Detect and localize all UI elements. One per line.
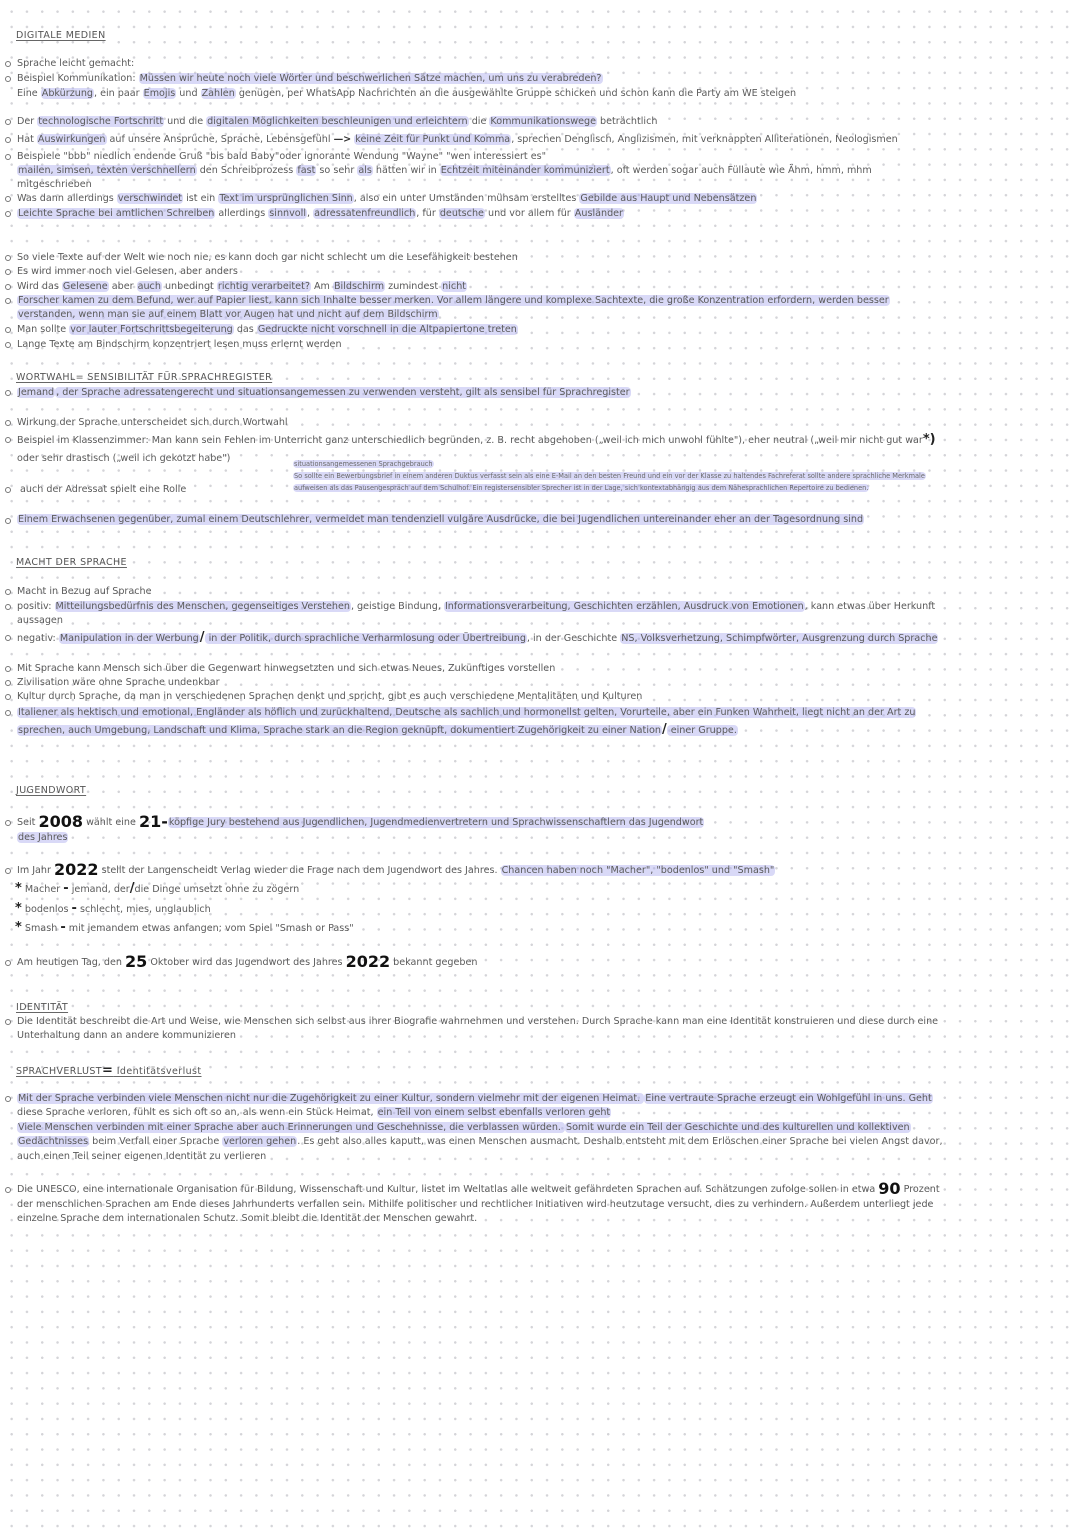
text-line (17, 386, 631, 400)
highlight: nicht (442, 281, 467, 292)
highlight: Abkürzung (41, 88, 93, 99)
text-line: diese Sprache verloren, fühlt es sich oft so an, als wenn ein Stück Heimat, ein Teil von einem selbst ebenfalls verloren geht (17, 1107, 611, 1118)
highlight: vor lauter Fortschrittsbegeiterung (70, 324, 233, 335)
bullet (5, 604, 11, 610)
bullet (5, 284, 11, 290)
highlight: des Jahres (18, 832, 68, 843)
bullet (5, 269, 11, 275)
text-line: Wird das Gelesene aber auch unbedingt richtig verarbeitet? Am Bildschirm zumindest nicht (17, 281, 467, 292)
bullet (5, 342, 11, 348)
highlight: Informationsverarbeitung, Geschichten erzählen, Ausdruck von Emotionen (444, 601, 804, 612)
highlight: adressatenfreundlich (314, 208, 416, 219)
highlight: Eine vertraute Sprache erzeugt ein Wohlgefühl in uns. Geht (645, 1093, 932, 1104)
bullet (5, 298, 11, 304)
text-line: positiv: Mitteilungsbedürfnis des Menschen, gegenseitiges Verstehen, geistige Bindung, Informationsverarbeitung, Geschichten erzählen, Ausdruck von Emotionen, kann etwas über Herkunft (17, 601, 936, 612)
heading-digitale-medien: DIGITALE MEDIEN (16, 30, 106, 41)
text-line: einzelne Sprache dem internationalen Schutz. Somit bleibt die Identität der Menschen gewahrt. (17, 1213, 478, 1224)
highlight: Mit der Sprache verbinden viele Menschen nicht nur die Zugehörigkeit zu einer Kultur, sondern vielmehr mit der eigenen Heimat. (18, 1093, 644, 1104)
highlight: als (358, 165, 372, 176)
highlight: digitalen Möglichkeiten beschleunigen und erleichtern (207, 116, 468, 127)
highlight: verstanden, wenn man sie auf einem Blatt vor Augen hat und nicht auf dem Bildschirm (18, 309, 438, 320)
highlight: sinnvoll (269, 208, 306, 219)
highlight: Gebilde aus Haupt und Nebensätzen (580, 193, 757, 204)
text-line (17, 1121, 911, 1135)
bullet (5, 710, 11, 716)
highlight: richtig verarbeitet? (217, 281, 310, 292)
text-line: Seit 2008 wählt eine 21-köpfige Jury bestehend aus Jugendlichen, Jugendmedienvertretern und Sprachwissenschaftlern das Jugendwort (17, 812, 704, 831)
text-line: Hat Auswirkungen auf unsere Ansprüche, Sprache, Lebensgefühl —> keine Zeit für Punkt und Komma, sprechen Denglisch, Anglizismen, mit verknappten Alliterationen, Neologismen (17, 134, 898, 145)
bullet (5, 119, 11, 125)
text-line: mitgeschrieben (17, 179, 92, 190)
text-line: auch der Adressat spielt eine Rolle (20, 484, 187, 495)
highlight: Mitteilungsbedürfnis des Menschen, gegenseitiges Verstehen (55, 601, 350, 612)
highlight: Echtzeit miteinander kommuniziert (440, 165, 610, 176)
heading-sprachverlust: SPRACHVERLUST= Identitätsverlust (16, 1063, 202, 1078)
bullet (5, 255, 11, 261)
highlight: fast (297, 165, 316, 176)
text-line: Lange Texte am Bindschirm konzentriert lesen muss erlernt werden (17, 339, 342, 350)
bullet (5, 1019, 11, 1025)
text-line: Beispiel Kommunikation: Müssen wir heute noch viele Wörter und beschwerlichen Sätze machen, um uns zu verabreden? (17, 73, 602, 84)
highlight: Müssen wir heute noch viele Wörter und beschwerlichen Sätze machen, um uns zu verabreden? (139, 73, 602, 84)
highlight: verschwindet (117, 193, 183, 204)
text-line (17, 294, 890, 308)
text-line: So viele Texte auf der Welt wie noch nie, es kann doch gar nicht schlecht um die Lesefähigkeit bestehen (17, 252, 518, 263)
highlight: Text im ursprünglichen Sinn (219, 193, 353, 204)
bullet (5, 589, 11, 595)
heading-jugendwort: JUGENDWORT (16, 785, 87, 796)
heading-macht-der-sprache: MACHT DER SPRACHE (16, 557, 127, 568)
highlight: Jemand (18, 387, 55, 398)
heading-identitaet: IDENTITÄT (16, 1002, 69, 1013)
bullet (5, 154, 11, 160)
text-line: auch einen Teil seiner eigenen Identität zu verlieren (17, 1151, 267, 1162)
bullet (5, 680, 11, 686)
highlight: deutsche (439, 208, 484, 219)
text-line: Beispiel im Klassenzimmer: Man kann sein Fehlen im Unterricht ganz unterschiedlich begründen, z. B. recht abgehoben („weil ich mich unwohl fühlte"), eher neutral („weil mir nicht gut war*) (17, 432, 936, 447)
arrow-icon: —> (333, 134, 352, 145)
bullet (5, 820, 11, 826)
highlight: Manipulation in der Werbung (59, 633, 199, 644)
bullet (5, 76, 11, 82)
highlight: Gedruckte nicht vorschnell in die Altpapiertone treten (257, 324, 517, 335)
highlight: Chancen haben noch "Macher", "bodenlos" und "Smash" (501, 865, 775, 876)
highlight: Ausländer (574, 208, 623, 219)
text-line: Man sollte vor lauter Fortschrittsbegeiterung das Gedruckte nicht vorschnell in die Altpapiertone treten (17, 324, 517, 335)
side-note: situationsangemessenen Sprachgebrauch (294, 460, 433, 468)
text-line: aussagen (17, 615, 63, 626)
bullet (5, 196, 11, 202)
bullet (5, 487, 11, 493)
text-line: Es wird immer noch viel Gelesen, aber anders (17, 266, 238, 277)
bullet (5, 390, 11, 396)
text-line: Gedächtnisses beim Verfall einer Sprache verloren gehen. Es geht also alles kaputt, was einen Menschen ausmacht. Deshalb entsteht mit dem Erlöschen einer Sprache bei vielen Angst davor, (18, 1136, 943, 1147)
highlight: Einem Erwachsenen gegenüber, zumal einem Deutschlehrer, vermeidet man tendenziell vulgäre Ausdrücke, die bei Jugendlichen untereinander eher an der Tagesordnung sind (18, 514, 864, 525)
text-line: Kultur durch Sprache, da man in verschiedenen Sprachen denkt und spricht, gibt es auch verschiedene Mentalitäten und Kulturen (17, 691, 643, 702)
list-item: * bodenlos - schlecht, mies, unglaublich (15, 901, 211, 916)
text-line (17, 1092, 933, 1106)
text-line: Sprache leicht gemacht: (17, 58, 135, 69)
highlight: Forscher kamen zu dem Befund, wer auf Papier liest, kann sich Inhalte besser merken. Vor allem längere und komplexe Sachtexte, die große Konzentration erfordern, werden besser (18, 295, 889, 306)
text-line: sprechen, auch Umgebung, Landschaft und Klima, Sprache stark an die Region geknüpft, dokumentiert Zugehörigkeit zu einer Nation/ einer Gruppe. (18, 722, 737, 737)
heading-wortwahl: WORTWAHL= SENSIBILITÄT FÜR SPRACHREGISTER (16, 372, 273, 383)
text-line: Beispiele "bbb" niedlich endende Gruß "bis bald Baby"oder ignorante Wendung "Wayne" "wen interessiert es" (17, 151, 547, 162)
text-line: Mit Sprache kann Mensch sich über die Gegenwart hinwegsetzten und sich etwas Neues, Zukünftiges vorstellen (17, 663, 556, 674)
text-line: Eine Abkürzung, ein paar Emojis und Zahlen genügen, per WhatsApp Nachrichten an die ausgewählte Gruppe schicken und schon kann die Party am WE steigen (17, 88, 797, 99)
highlight: sprechen, auch Umgebung, Landschaft und Klima, Sprache stark an die Region geknüpft, dokumentiert Zugehörigkeit zu einer Nation (18, 725, 661, 736)
highlight: , der Sprache adressatengerecht und situationsangemessen zu verwenden versteht, gilt als sensibel für Sprachregister (56, 387, 630, 398)
bullet (5, 666, 11, 672)
bullet (5, 960, 11, 966)
text-line: Die Identität beschreibt die Art und Weise, wie Menschen sich selbst aus ihrer Biografie wahrnehmen und verstehen. Durch Sprache kann man eine Identität konstruieren und diese durch eine (17, 1016, 939, 1027)
text-line: Macht in Bezug auf Sprache (17, 586, 152, 597)
highlight: auch (137, 281, 161, 292)
highlight: mailen, simsen, texten verschnellern (18, 165, 196, 176)
highlight: köpfige Jury bestehend aus Jugendlichen, Jugendmedienvertretern und Sprachwissenschaftlern das Jugendwort (168, 817, 704, 828)
highlight: technologische Fortschritt (38, 116, 164, 127)
highlight: Auswirkungen (37, 134, 106, 145)
text-line: Im Jahr 2022 stellt der Langenscheidt Verlag wieder die Frage nach dem Jugendwort des Jahres. Chancen haben noch "Macher", "bodenlos" und "Smash" (17, 860, 775, 879)
text-line (17, 831, 68, 845)
side-note: aufweisen als das Pausengespräch auf dem Schulhof. Ein registersensibler Sprecher ist in der Lage, sich kontextabhängig aus dem Nähesprachlichen Repertoire zu bedienen. (294, 484, 869, 492)
bullet (5, 1096, 11, 1102)
bullet (5, 518, 11, 524)
bullet (5, 635, 11, 641)
highlight: keine Zeit für Punkt und Komma (355, 134, 511, 145)
text-line: Wirkung der Sprache unterscheidet sich durch Wortwahl (17, 417, 288, 428)
highlight: ein Teil von einem selbst ebenfalls verloren geht (377, 1107, 611, 1118)
highlight: Gedächtnisses (18, 1136, 89, 1147)
text-line: oder sehr drastisch („weil ich gekotzt habe") (17, 453, 231, 464)
text-line (17, 706, 916, 720)
bullet (5, 137, 11, 143)
list-item: * Smash - mit jemandem etwas anfangen; vom Spiel "Smash or Pass" (15, 920, 354, 935)
highlight: NS, Volksverhetzung, Schimpfwörter, Ausgrenzung durch Sprache (621, 633, 938, 644)
text-line (17, 308, 439, 322)
highlight: Gelesene (62, 281, 108, 292)
highlight: Bildschirm (333, 281, 385, 292)
highlight: in der Politik, durch sprachliche Verharmlosung oder Übertreibung (205, 633, 526, 644)
highlight: Emojis (143, 88, 176, 99)
text-line: Was dann allerdings verschwindet ist ein Text im ursprünglichen Sinn, also ein unter Umständen mühsam erstelltes Gebilde aus Haupt und Nebensätzen (17, 193, 757, 204)
text-line: Am heutigen Tag, den 25 Oktober wird das Jugendwort des Jahres 2022 bekannt gegeben (17, 952, 478, 971)
bullet (5, 868, 11, 874)
text-line: negativ: Manipulation in der Werbung/ in der Politik, durch sprachliche Verharmlosung oder Übertreibung, in der Geschichte NS, Volksverhetzung, Schimpfwörter, Ausgrenzung durch Sprache (17, 630, 938, 645)
text-line: mailen, simsen, texten verschnellern den Schreibprozess fast so sehr als hätten wir in Echtzeit miteinander kommuniziert, oft werden sogar auch Füllaute wie Ähm, hmm, mhm (18, 165, 872, 176)
bullet (5, 61, 11, 67)
text-line: Leichte Sprache bei amtlichen Schreiben allerdings sinnvoll, adressatenfreundlich, für deutsche und vor allem für Ausländer (18, 208, 623, 219)
highlight: verloren gehen (223, 1136, 297, 1147)
highlight: Somit wurde ein Teil der Geschichte und des kulturellen und kollektiven (566, 1122, 910, 1133)
highlight: Kommunikationswege (490, 116, 596, 127)
highlight: Zahlen (201, 88, 235, 99)
bullet (5, 437, 11, 443)
bullet (5, 327, 11, 333)
list-item: * Macher - jemand, der/die Dinge umsetzt ohne zu zögern (15, 881, 300, 896)
bullet (5, 694, 11, 700)
text-line: Unterhaltung dann an andere kommunizieren (17, 1030, 236, 1041)
text-line: der menschlichen Sprachen am Ende dieses Jahrhunderts verfallen sein. Mithilfe politischer und rechtlicher Initiativen wird heutzutage versucht, dies zu verhindern. Außerdem unterliegt jede (17, 1199, 934, 1210)
bullet (5, 211, 11, 217)
bullet (5, 420, 11, 426)
highlight: Italiener als hektisch und emotional, Engländer als höflich und zurückhaltend, Deutsche als sachlich und hormonellst gelten, Vorurteile, aber ein Funken Wahrheit, liegt nicht an der Art zu (18, 707, 916, 718)
highlight: Leichte Sprache bei amtlichen Schreiben (18, 208, 215, 219)
bullet (5, 1187, 11, 1193)
highlight: einer Gruppe. (667, 725, 737, 736)
text-line: Zivilisation wäre ohne Sprache undenkbar (17, 677, 220, 688)
side-note: So sollte ein Bewerbungsbrief in einem anderen Duktus verfasst sein als eine E-Mail an den besten Freund und ein vor der Klasse zu haltendes Fachreferat sollte andere sprachliche Merkmale (294, 472, 925, 480)
highlight: Viele Menschen verbinden mit einer Sprache aber auch Erinnerungen und Geschehnisse, die verblassen würden. (18, 1122, 565, 1133)
text-line: Die UNESCO, eine internationale Organisation für Bildung, Wissenschaft und Kultur, listet im Weltatlas alle weltweit gefährdeten Sprachen auf. Schätzungen zufolge sollen in etwa 90 Prozent (17, 1179, 940, 1198)
text-line: Der technologische Fortschritt und die digitalen Möglichkeiten beschleunigen und erleichtern die Kommunikationswege beträchtlich (17, 116, 658, 127)
text-line (17, 513, 864, 527)
